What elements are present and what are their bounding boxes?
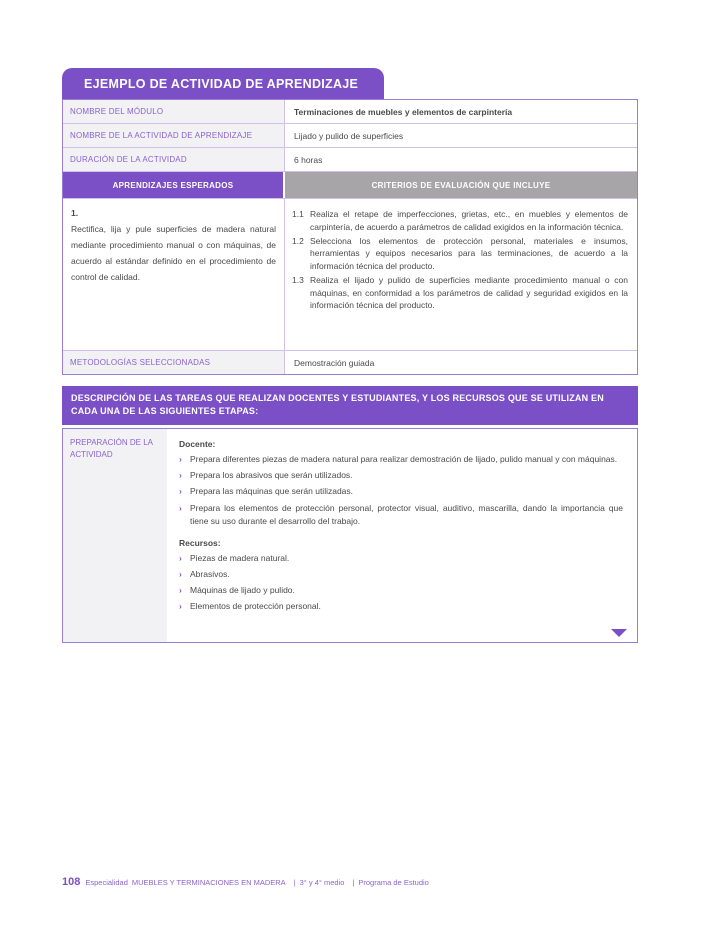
criterion-text: Realiza el retape de imperfecciones, grietas, etc., en muebles y elementos de carpintería, de acuerdo a parámetros de calidad exigidos en la información técnica. bbox=[310, 209, 628, 232]
document-content bbox=[62, 68, 638, 643]
criteria-cell bbox=[285, 199, 637, 350]
bullet-icon: › bbox=[179, 486, 182, 497]
table-row bbox=[63, 100, 637, 123]
footer-separator: | bbox=[293, 878, 296, 887]
column-header-criterios: CRITERIOS DE EVALUACIÓN QUE INCLUYE bbox=[285, 172, 637, 198]
footer-grade: 3° y 4° medio bbox=[299, 878, 345, 887]
bullet-icon: › bbox=[179, 454, 182, 465]
list-item: › Abrasivos. bbox=[179, 568, 623, 581]
page-title bbox=[62, 68, 384, 99]
recursos-heading: Recursos: bbox=[179, 537, 221, 548]
list-item: › Prepara los abrasivos que serán utilizados. bbox=[179, 469, 623, 482]
row-value-modulo: Terminaciones de muebles y elementos de carpintería bbox=[294, 107, 513, 117]
page-footer bbox=[62, 876, 433, 888]
footer-program: Programa de Estudio bbox=[358, 878, 429, 887]
docente-heading: Docente: bbox=[179, 439, 216, 450]
row-value-metodologias: Demostración guiada bbox=[294, 358, 375, 368]
criterion-text: Selecciona los elementos de protección personal, materiales e insumos, herramientas y equipos necesarios para las terminaciones, de acuerdo a la información técnica del producto. bbox=[310, 235, 628, 271]
continuation-arrow-icon bbox=[611, 629, 627, 637]
table-row bbox=[63, 123, 637, 147]
row-label-duracion: DURACIÓN DE LA ACTIVIDAD bbox=[63, 148, 285, 171]
row-value-actividad: Lijado y pulido de superficies bbox=[294, 131, 404, 141]
list-item: › Prepara las máquinas que serán utilizadas. bbox=[179, 485, 623, 498]
bullet-icon: › bbox=[179, 502, 182, 513]
criterion-text: Realiza el lijado y pulido de superficies mediante procedimiento manual o con máquinas, en conformidad a los parámetros de calidad y seguridad exigidos en la información técnica del producto. bbox=[310, 274, 628, 311]
bullet-icon: › bbox=[179, 569, 182, 580]
criterion-item bbox=[292, 208, 628, 234]
description-banner: DESCRIPCIÓN DE LAS TAREAS QUE REALIZAN DOCENTES Y ESTUDIANTES, Y LOS RECURSOS QUE SE UTILIZAN EN CADA UNA DE LAS SIGUIENTES ETAPAS: bbox=[62, 386, 638, 425]
expected-learning-text: Rectifica, lija y pule superficies de madera natural mediante procedimiento manual o con máquinas, de acuerdo al estándar definido en el procedimiento de control de calidad. bbox=[71, 224, 276, 283]
preparation-content bbox=[167, 429, 637, 642]
bullet-icon: › bbox=[179, 470, 182, 481]
page-title-label: EJEMPLO DE ACTIVIDAD DE APRENDIZAJE bbox=[84, 77, 359, 91]
list-item: › Piezas de madera natural. bbox=[179, 552, 623, 565]
expected-learning-cell bbox=[63, 199, 285, 350]
footer-specialty: MUEBLES Y TERMINACIONES EN MADERA bbox=[131, 878, 286, 887]
row-label-actividad: NOMBRE DE LA ACTIVIDAD DE APRENDIZAJE bbox=[63, 124, 285, 147]
expected-learning-number: 1. bbox=[71, 208, 79, 218]
docente-list bbox=[179, 453, 623, 528]
row-label-metodologias: METODOLOGÍAS SELECCIONADAS bbox=[63, 351, 285, 374]
table-header-row bbox=[63, 171, 637, 198]
recursos-list bbox=[179, 552, 623, 614]
footer-specialty-prefix: Especialidad bbox=[85, 878, 128, 887]
criterion-item bbox=[292, 274, 628, 312]
stage-label: PREPARACIÓN DE LA ACTIVIDAD bbox=[63, 429, 167, 642]
bullet-icon: › bbox=[179, 552, 182, 563]
list-item: › Prepara diferentes piezas de madera natural para realizar demostración de lijado, pulido manual y con máquinas. bbox=[179, 453, 623, 466]
criterion-item bbox=[292, 235, 628, 273]
bullet-icon: › bbox=[179, 585, 182, 596]
bullet-icon: › bbox=[179, 601, 182, 612]
criterion-number: 1.3 bbox=[292, 274, 304, 285]
table-row-metodologias bbox=[63, 350, 637, 374]
list-item: › Elementos de protección personal. bbox=[179, 600, 623, 613]
row-value-duracion: 6 horas bbox=[294, 155, 323, 165]
preparation-block bbox=[62, 428, 638, 643]
footer-separator: | bbox=[352, 878, 355, 887]
page-number: 108 bbox=[62, 876, 81, 888]
list-item: › Prepara los elementos de protección personal, protector visual, auditivo, mascarilla, dando la importancia que tiene su uso durante el desarrollo del trabajo. bbox=[179, 502, 623, 528]
column-header-aprendizajes: APRENDIZAJES ESPERADOS bbox=[63, 172, 285, 198]
list-item: › Máquinas de lijado y pulido. bbox=[179, 584, 623, 597]
activity-info-table bbox=[62, 99, 638, 375]
row-label-modulo: NOMBRE DEL MÓDULO bbox=[63, 100, 285, 123]
criterion-number: 1.1 bbox=[292, 209, 304, 219]
criterion-number: 1.2 bbox=[292, 235, 304, 246]
table-body-row bbox=[63, 198, 637, 350]
table-row bbox=[63, 147, 637, 171]
